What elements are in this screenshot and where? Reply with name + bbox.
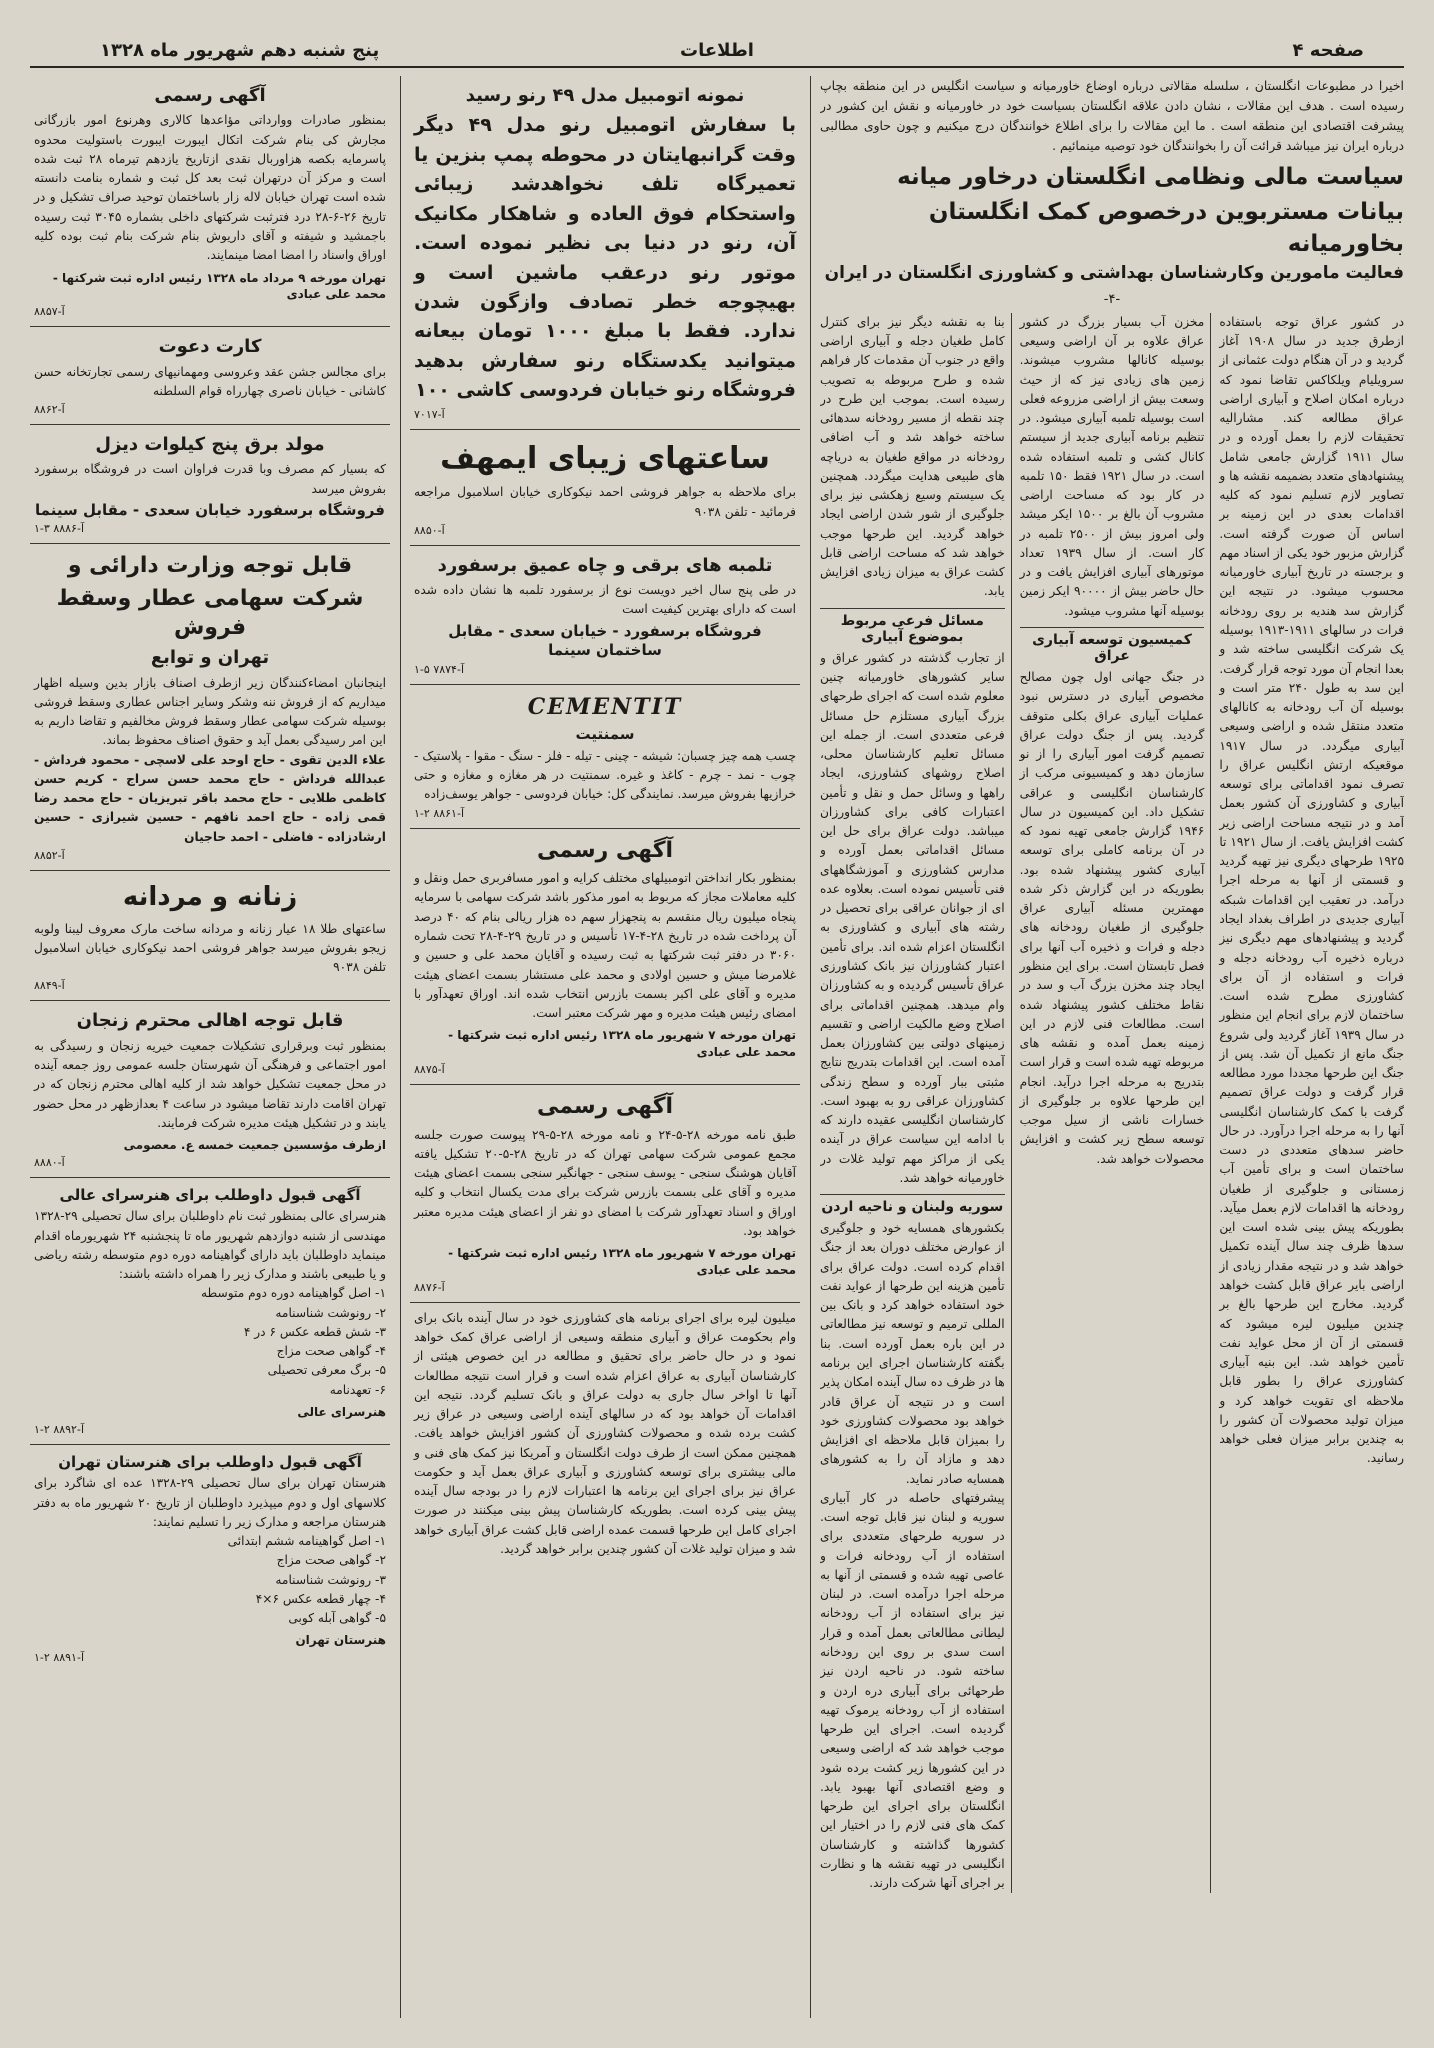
ad-code: آ-۸۸۷۵ — [414, 1062, 445, 1076]
ad-title: زنانه و مردانه — [122, 882, 298, 913]
article-text: از تجارب گذشته در کشور عراق و سایر کشورهای خاورمیانه چنین معلوم شده است که اجرای طرحهای بزرگ آبیاری مستلزم حل مسائل فرعی متعددی است. از جمله این مسائل تعلیم کارشناسان محلی، اصلاح روشهای کشاورزی، ایجاد راهها و وسائل حمل و نقل و تأمین اعتبارات کافی برای کشاورزان میباشد. دولت عراق برای حل این مسائل اقداماتی بعمل آورده و مدارس کشاورزی و آموزشگاههای فنی تأسیس نموده است. بعلاوه عده ای از جوانان عراقی برای تحصیل در رشته های آبیاری و کشاورزی به انگلستان اعزام شده اند. برای تأمین اعتبار کشاورزان نیز بانک کشاورزی عراق تأسیس گردیده و به کشاورزان وام میدهد. همچنین اقداماتی برای اصلاح وضع مالکیت اراضی و تقسیم زمینهای دولتی بین کشاورزان بعمل آمده است. این اقدامات بتدریج نتایج مثبتی ببار آورده و سطح زندگی کشاورزان عراقی رو به بهبود است. کارشناسان انگلیسی عقیده دارند که با ادامه این سیاست عراق در آینده یکی از مراکز مهم تولید غلات در خاورمیانه خواهد شد. — [820, 650, 1005, 1185]
list-item: ۲- گواهی صحت مزاج — [276, 1553, 386, 1568]
ad-zanjan-notice — [30, 1001, 390, 1178]
article-continuation — [410, 1303, 800, 1567]
ad-title: آگهی رسمی — [154, 85, 266, 106]
article-text: بنا به نقشه دیگر نیز برای کنترل کامل طغیان دجله و آبیاری اراضی واقع در جنوب آن مقدمات کار فراهم شده و طرح مربوطه به تصویب رسیده است. بموجب این طرح در چند نقطه از مسیر رودخانه سدهائی ساخته خواهد شد و آب اضافی رودخانه در مواقع طغیان به دریاچه های طبیعی هدایت میگردد. همچنین یک سیستم وسیع زهکشی نیز برای جلوگیری از شور شدن اراضی ایجاد خواهد گردید. این طرحها موجب خواهد شد که مساحت اراضی قابل کشت عراق به میزان زیادی افزایش یابد. — [820, 314, 1005, 599]
ad-official-notice-1 — [30, 76, 390, 327]
list-item: ۴- چهار قطعه عکس ۶×۴ — [255, 1591, 386, 1606]
article-part-number: -۴- — [1103, 291, 1121, 307]
ad-title: آگهی رسمی — [536, 1093, 674, 1119]
column-divider — [400, 76, 401, 2018]
ad-code: آ-۷۸۷۴ ۵-۱ — [414, 662, 464, 676]
ad-text: برای مجالس جشن عقد وعروسی ومهمانیهای رسمی تجارتخانه حسن کاشانی - خیابان ناصری چهارراه قوام السلطنه — [34, 364, 386, 398]
list-item: ۳- شش قطعه عکس ۶ در ۴ — [243, 1324, 386, 1339]
ad-signature: تهران مورخه ۹ مرداد ماه ۱۳۲۸ رئیس اداره ثبت شرکتها - محمد علی عبادی — [52, 270, 386, 302]
ad-title-line1: قابل توجه وزارت دارائی و — [67, 553, 353, 579]
ad-title: کارت دعوت — [158, 336, 262, 358]
ad-signature: هنرستان تهران — [295, 1633, 386, 1648]
ad-code: آ-۸۸۴۹ — [34, 979, 65, 993]
ad-attention-finance-ministry — [30, 544, 390, 871]
ad-code: آ-۸۸۹۱ ۲-۱ — [34, 1651, 84, 1665]
ad-text: هنرستان تهران برای سال تحصیلی ۲۹-۱۳۲۸ عده ای شاگرد برای کلاسهای اول و دوم میپذیرد داوطلبان از تاریخ ۲۰ شهریور ماه به دفتر هنرستان مراجعه و مدارک زیر را تسلیم نمایند: — [34, 1476, 386, 1529]
header-newspaper-name: اطلاعات — [680, 40, 754, 61]
ad-higher-technical-school — [30, 1178, 390, 1445]
ad-text: بمنظور صادرات ووارداتی مؤاعدها کالاری وهرنوع امور بازرگانی مجارش کی بنام شرکت اتکال ایبورت ایبورت باستولیت محدوه پاسرمایه بکصه هزاوربال نقدی ازتاریخ یازدهم تیرماه ۲۸ ثبت شده است و مرکز آن درتهران ثبت بعد کل ثبت و شماره بنامت دانسته شده است تهران خیابان لاله زار باساختمان توحید صراف تشکیل و در تاریخ ۲۶-۶-۲۸ درد فترثبت شرکتهای داخلی بشماره ۳۰۴۵ ثبت رسیده باجمشید و شیفته و آقای داریوش بنام شرکت بنام ثبت بوده کلیه اوراق واسناد را امضا امضا مینمایند. — [34, 113, 387, 263]
ad-code: آ-۸۸۵۲ — [34, 849, 65, 863]
ad-title: آگهی قبول داوطلب برای هنرسرای عالی — [59, 1185, 361, 1204]
list-item: ۴- گواهی صحت مزاج — [276, 1344, 386, 1359]
ad-tehran-technical-school — [30, 1445, 390, 1672]
ad-code: آ-۸۸۹۲ ۲-۱ — [34, 1422, 84, 1436]
article-column-3 — [820, 313, 1012, 1894]
article-column-2 — [1020, 313, 1212, 1894]
ad-code: آ-۸۸۵۷ — [34, 305, 65, 319]
list-item: ۱- اصل گواهینامه دوره دوم متوسطه — [200, 1286, 386, 1301]
ad-signature: تهران مورخه ۷ شهریور ماه ۱۳۲۸ رئیس اداره ثبت شرکتها - محمد علی عبادی — [448, 1246, 796, 1277]
article-text: مخزن آب بسیار بزرگ در کشور عراق علاوه بر آن اراضی وسیعی بوسیله کانالها مشروب میشوند. زمین های زیادی نیز که از حیث وسعت بیش از اراضی مزروعه فعلی است بوسیله تلمبه آبیاری میشود. در تنظیم برنامه آبیاری جدید از سیستم کانال کشی و تلمبه استفاده شده است. در سال ۱۹۲۱ فقط ۱۵۰ تلمبه در کار بود که مساحت اراضی مشروب آن بالغ بر ۱۵۰۰ ایکر میشد ولی امروز بیش از ۲۵۰۰ تلمبه در کار است. از سال ۱۹۳۹ تعداد موتورهای آبیاری افزایش یافت و در حال حاضر بیش از ۹۰۰۰۰ ایکر زمین بوسیله آنها مشروب میشود. — [1019, 314, 1205, 618]
ad-watches — [30, 871, 390, 1001]
ad-text: طبق نامه مورخه ۲۸-۵-۲۴ و نامه مورخه ۲۸-۵-۲۹ پیوست صورت جلسه مجمع عمومی شرکت سهامی تهران که در تاریخ ۲۸-۵-۲۰ تشکیل یافته آقایان هوشنگ سنجی - یوسف سنجی - جهانگیر سنجی بسمت اعضای هیئت مدیره و آقای علی بسمت بازرس شرکت برای مدت یکسال انتخاب و کلیه اوراق و اسناد تعهدآور شرکت با امضای دو نفر از اعضای هیئت مدیره معتبر خواهد بود. — [414, 1127, 796, 1238]
article-text: در جنگ جهانی اول چون مصالح مخصوص آبیاری در دسترس نبود عملیات آبیاری عراق بکلی متوقف گردید. پس از جنگ دولت عراق تصمیم گرفت امور آبیاری را از نو سازمان دهد و کمیسیونی مرکب از کارشناسان انگلیسی و عراقی تشکیل داد. این کمیسیون در سال ۱۹۴۶ گزارش جامعی تهیه نمود که در آن برنامه کاملی برای توسعه آبیاری کشور پیشنهاد شده بود. بطوریکه در این گزارش ذکر شده مهمترین مسئله آبیاری عراق جلوگیری از طغیان رودخانه های دجله و فرات و ذخیره آب آنها برای فصل تابستان است. برای این منظور ایجاد چند مخزن بزرگ آب و سد در نقاط مختلف کشور پیشنهاد شده است. مطالعات فنی لازم در این زمینه بعمل آمده و نقشه های مربوطه تهیه شده است و قرار است بتدریج به مرحله اجرا درآید. انجام این طرحها علاوه بر جلوگیری از خسارات ناشی از سیل موجب توسعه سطح زیر کشت و افزایش محصولات خواهد شد. — [1019, 669, 1205, 1166]
ad-title: ساعتهای زیبای ایمهف — [440, 440, 770, 476]
ad-text: چسب همه چیز چسبان: شیشه - چینی - تیله - فلز - سنگ - مقوا - پلاستیک - چوب - نمد - چرم - کاغذ و غیره. سمنتیت در هر مغازه و مغازه و حتی خرازیها بفروش میرسد. نمایندگی کل: خیابان فردوسی - جواهر یوسف‌زاده — [414, 748, 796, 802]
ad-code: آ-۸۸۸۰ — [34, 1155, 65, 1169]
article-column-1 — [1219, 313, 1404, 1894]
article-headline: سیاست مالی ونظامی انگلستان درخاور میانه — [897, 164, 1404, 191]
ad-brand-persian: سمنتیت — [575, 725, 635, 744]
ad-text: برای ملاحظه به جواهر فروشی احمد نیکوکاری خیابان اسلامبول مراجعه فرمائید - تلفن ۹۰۳۸ — [414, 485, 796, 519]
ads-column-middle — [410, 76, 800, 2018]
list-item: ۵- برگ معرفی تحصیلی — [267, 1363, 386, 1378]
ad-text: در طی پنج سال اخیر دویست نوع از برسفورد تلمبه ها نشان داده شده است که دارای بهترین کیفیت است — [414, 583, 796, 617]
ad-diesel-generator — [30, 425, 390, 544]
article-text: بکشورهای همسایه خود و جلوگیری از عوارض مختلف دوران بعد از جنگ اقدام کرده است. دولت عراق برای تأمین هزینه این طرحها از عواید نفت خود استفاده خواهد کرد و بانک بین المللی ترمیم و توسعه نیز مطالعاتی در این باره بعمل آورده است. بنا بگفته کارشناسان اجرای این برنامه ها در ظرف ده سال آینده امکان پذیر است و در نتیجه آن عراق قادر خواهد بود محصولات کشاورزی خود را بمیزان قابل ملاحظه ای افزایش دهد و مازاد آن را به کشورهای همسایه صادر نماید. — [820, 1221, 1005, 1486]
ad-brand-latin: CEMENTIT — [527, 693, 683, 720]
ad-official-notice-2 — [410, 829, 800, 1085]
list-item: ۲- رونوشت شناسنامه — [275, 1305, 386, 1320]
ad-code: آ-۸۸۷۶ — [414, 1280, 445, 1294]
ads-column-left — [30, 76, 390, 2018]
ad-title-line3: تهران و توابع — [150, 647, 270, 669]
ad-code: آ-۸۸۶۲ — [34, 403, 65, 417]
ad-text: اینجانبان امضاءکنندگان زیر ازطرف اصناف بازار بدین وسیله اظهار میداریم که از فروش ننه وشکر وسایر اجناس عطاری وسقط فروشی بوسیله شرکت سهامی عطار وسقط فروش مخالفیم و تقاضا داریم به این امر رسیدگی بعمل آید و حقوق اصناف محفوظ بماند. — [34, 675, 386, 748]
ad-requirements-list — [34, 1532, 386, 1628]
article-headline-2: بیانات مستربوین درخصوص کمک انگلستان بخاورمیانه — [928, 198, 1404, 257]
ad-store: فروشگاه برسفورد - خیابان سعدی - مقابل ساختمان سینما — [448, 621, 762, 660]
article-subheading: سوریه ولبنان و ناحیه اردن — [820, 1194, 1005, 1215]
ad-title: تلمبه های برقی و چاه عمیق برسفورد — [437, 554, 773, 576]
page-header — [30, 36, 1404, 68]
ad-title: آگهی رسمی — [536, 837, 674, 863]
ad-title: مولد برق پنج کیلوات دیزل — [95, 434, 325, 456]
ad-beresford-pumps — [410, 546, 800, 685]
continuation-text: میلیون لیره برای اجرای برنامه های کشاورزی خود در سال آینده بانک برای وام بحکومت عراق و آبیاری منطقه وسیعی از اراضی عراق کمک خواهد نمود و در حال حاضر برای تحقیق و مطالعه در این خصوص هیئتی از کارشناسان آبیاری به عراق اعزام شده است و قرار است نتیجه مطالعات آنها تا اواخر سال جاری به دولت عراق و بانک تسلیم گردد. نتیجه این اقدامات آن خواهد بود که در سالهای آینده اراضی وسیعی در عراق زیر کشت برده شده و محصولات کشاورزی آن کشور افزایش خواهد یافت. همچنین ممکن است از طرف دولت انگلستان و آمریکا نیز کمک های فنی و مالی بیشتری برای توسعه کشاورزی و آبیاری عراق بعمل آید و حکومت عراق نیز برای اجرای این برنامه ها اعتبارات لازم را در بودجه سال آینده پیش بینی کرده است. بطوریکه کارشناسان پیش بینی میکنند در صورت اجرای کامل این طرحها قسمت عمده اراضی قابل کشت عراق آبیاری خواهد شد و میزان تولید غلات آن کشور چندین برابر خواهد گردید. — [414, 1310, 796, 1556]
article-intro: اخیرا در مطبوعات انگلستان ، سلسله مقالاتی درباره اوضاع خاورمیانه و سیاست انگلیس در این منطقه بچاپ رسیده است . هدف این مقالات ، نشان دادن علاقه انگلستان بسیاست خود در خاورمیانه و نقش این کشور در پیشرفت اقتصادی این منطقه است . ما این مقالات را برای اطلاع خوانندگان درج میکنیم و چون حاوی مطالبی درباره ایران نیز میباشد قرائت آن را بخوانندگان خود توصیه مینمائیم . — [820, 78, 1404, 153]
ad-text: بمنظور بکار انداختن اتومبیلهای مختلف کرایه و امور مسافربری حمل ونقل و کلیه معاملات مجاز که مربوط به امور مذکور باشد شرکت سهامی با سرمایه پنجاه میلیون ریال منقسم به پنجهزار سهم ده هزار ریالی بنام که ۴۰ درصد آن پرداخت شده در تاریخ ۲۸-۴-۱۷ تأسیس و در تاریخ ۲۹-۴-۲۸ تحت شماره ۳۰۶۰ در دفتر ثبت شرکتها به ثبت رسیده و آقایان محمد علی و حسین و غلامرضا میش و حسین اولادی و محمد علی مستشار بسمت اعضای هیئت مدیره و آقای علی اکبر بسمت بازرس انتخاب شده اند. اوراق تعهدآور با امضای رئیس هیئت مدیره و مهر شرکت معتبر است. — [414, 871, 796, 1021]
ad-official-notice-3 — [410, 1085, 800, 1303]
ad-requirements-list — [34, 1284, 386, 1400]
article-subtitle: فعالیت مامورین وکارشناسان بهداشتی و کشاورزی انگلستان در ایران — [824, 262, 1404, 283]
ad-title: قابل توجه اهالی محترم زنجان — [76, 1010, 344, 1032]
ad-code: آ-۷۰۱۷ — [414, 407, 445, 421]
ad-text: بمنظور ثبت وبرقراری تشکیلات جمعیت خیریه زنجان و رسیدگی به امور اجتماعی و فرهنگی آن شهرستان جلسه عمومی روز جمعه آینده در محل جمعیت تشکیل خواهد شد از کلیه اهالی محترم زنجان که در تهران اقامت دارند تقاضا میشود در ساعت ۴ بعدازظهر در محل حضور یابند و در تشکیل هیئت مدیره شرکت فرمایند. — [34, 1038, 387, 1130]
ad-signature: ازطرف مؤسسین جمعیت خمسه ع. معصومی — [123, 1138, 386, 1153]
list-item: ۳- رونوشت شناسنامه — [275, 1572, 386, 1587]
ad-text: با سفارش اتومبیل رنو مدل ۴۹ دیگر وقت گرانبهایتان در محوطه پمپ بنزین یا تعمیرگاه تلف نخواهدشد زیبائی واستحکام فوق العاده و شاهکار مکانیک آن، رنو در دنیا بی نظیر نموده است. موتور رنو درعقب ماشین است و بهیچوجه خطر تصادف وازگون شدن ندارد. فقط با مبلغ ۱۰۰۰ تومان بیعانه میتوانید یکدستگاه رنو سفارش بدهید فروشگاه رنو خیابان فردوسی کاشی ۱۰۰ — [414, 114, 796, 402]
list-item: ۵- گواهی آبله کوبی — [288, 1611, 386, 1626]
column-divider — [810, 76, 811, 2018]
ad-signature: هنرسرای عالی — [297, 1404, 386, 1419]
ad-text: ساعتهای طلا ۱۸ عیار زنانه و مردانه ساخت مارک معروف لیبنا ولوبه زیجو بفروش میرسد جواهر فروشی احمد نیکوکاری خیابان اسلامبول تلفن ۹۰۳۸ — [34, 921, 386, 975]
ad-cementit-glue — [410, 685, 800, 829]
article-subheading: کمیسیون توسعه آبیاری عراق — [1020, 627, 1205, 664]
list-item: ۱- اصل گواهینامه ششم ابتدائی — [227, 1534, 386, 1549]
ad-title: آگهی قبول داوطلب برای هنرستان تهران — [58, 1452, 362, 1471]
header-page-number: صفحه ۴ — [1292, 40, 1364, 61]
ad-code: آ-۸۸۸۶ ۳-۱ — [34, 522, 84, 536]
ad-signatory-names: علاء الدین تقوی - حاج اوحد علی لاسچی - محمود فرداش - عبدالله فرداش - حاج محمد حسن سراج - کریم حسن کاظمی طلایی - حاج محمد باقر تبریزیان - حاج محمد رضا قمی زاده - حاج احمد نافهم - حسین شیرازی - حسین ارشادزاده - فاضلی - احمد حاجیان — [34, 752, 386, 844]
ad-signature: تهران مورخه ۷ شهریور ماه ۱۳۲۸ رئیس اداره ثبت شرکتها - محمد علی عبادی — [448, 1028, 796, 1060]
ad-invitation-card — [30, 327, 390, 425]
ad-code: آ-۸۸۶۱ ۲-۱ — [414, 806, 464, 820]
article-subheading: مسائل فرعی مربوط بموضوع آبیاری — [820, 608, 1005, 645]
ad-title: نمونه اتومبیل مدل ۴۹ رنو رسید — [465, 85, 745, 106]
article-columns — [820, 313, 1404, 1894]
header-date: پنج شنبه دهم شهریور ماه ۱۳۲۸ — [100, 40, 380, 61]
ad-code: آ-۸۸۵۰ — [414, 523, 445, 537]
ad-text: که بسیار کم مصرف وبا قدرت فراوان است در فروشگاه برسفورد بفروش میرسد — [34, 462, 386, 496]
main-article — [820, 76, 1404, 2018]
article-text: پیشرفتهای حاصله در کار آبیاری سوریه و لبنان نیز قابل توجه است. در سوریه طرحهای متعددی برای استفاده از آب رودخانه فرات و عاصی تهیه شده و قسمتی از آنها به مرحله اجرا درآمده است. در لبنان نیز برای استفاده از آب رودخانه لیطانی مطالعاتی بعمل آمده و قرار است سدی بر روی این رودخانه ساخته شود. در ناحیه اردن نیز طرحهائی برای آبیاری دره اردن و استفاده از آب رودخانه یرموک تهیه گردیده است. اجرای این طرحها موجب خواهد شد که اراضی وسیعی در این کشورها زیر کشت برده شود و وضع اقتصادی آنها بهبود یابد. انگلستان برای اجرای این طرحها کمک های فنی لازم را در اختیار این کشورها گذاشته و کارشناسان انگلیسی در تهیه نقشه ها و نظارت بر اجرای آنها شرکت دارند. — [820, 1490, 1005, 1891]
list-item: ۶- تعهدنامه — [329, 1382, 386, 1397]
ad-imhof-watches — [410, 430, 800, 546]
ad-title-line2: شرکت سهامی عطار وسقط فروش — [56, 586, 364, 640]
article-text: در کشور عراق توجه باستفاده ازطرق جدید در سال ۱۹۰۸ آغاز گردید و در آن هنگام دولت عثمانی از سرویلیام ویلکاکس تقاضا نمود که درباره امکان اصلاح و آبیاری اراضی عراق مطالعه کند. مشارالیه تحقیقات لازم را بعمل آورده و در سال ۱۹۱۱ گزارش جامعی شامل پیشنهادهای متعدد بضمیمه نقشه ها و تصاویر لازم تسلیم نمود که کلیه اقدامات بعدی در این زمینه بر اساس آن صورت گرفته است. گزارش مزبور خود یکی از اسناد مهم و برجسته در تاریخ آبیاری خاورمیانه محسوب میشود. در نتیجه این گزارش سد هندیه بر روی رودخانه فرات در سالهای ۱۹۱۱-۱۹۱۳ بوسیله یک شرکت انگلیسی ساخته شد و بعدا انجام آن مورد توجه قرار گرفت. این سد به طول ۲۴۰ متر است و بوسیله آن آب رودخانه به کانالهای متعدد منتقل شده و اراضی وسیعی آبیاری میگردد. در سال ۱۹۱۷ موقعیکه ارتش انگلیس عراق را تصرف نمود اقداماتی برای توسعه آبیاری و کشاورزی آن کشور بعمل آمد و در نتیجه مساحت اراضی زیر کشت افزایش یافت. از سال ۱۹۲۱ تا ۱۹۲۵ طرحهای دیگری نیز تهیه گردید و قسمتی از آنها به مرحله اجرا درآمد. در تعقیب این اقدامات شبکه آبیاری جدیدی در اطراف بغداد ایجاد گردید و پیشنهادهای مهم دیگری نیز درباره ذخیره آب رودخانه دجله و فرات و استفاده از آن برای کشاورزی مطرح شده است. ساختمان لازم برای انجام این منظور در سال ۱۹۳۹ آغاز گردید ولی شروع جنگ مانع از تکمیل آن شد. پس از جنگ این طرحها مجددا مورد مطالعه قرار گرفت و دولت عراق تصمیم گرفت با کمک کارشناسان انگلیسی آنها را به مرحله اجرا درآورد. در حال حاضر سدهای متعددی در دست ساختمان است و برای تأمین آب زمستانی و جلوگیری از طغیان رودخانه ها اقدامات لازم بعمل میآید. بطوریکه پیش بینی شده است این سدها ظرف چند سال آینده تکمیل خواهد شد و در نتیجه مقدار زیادی از اراضی بایر عراق قابل کشت خواهد گردید. مخارج این طرحها بالغ بر چندین میلیون لیره میشود که قسمتی از آن از محل عواید نفت تأمین خواهد شد. این بنیه آبیاری کشاورزی عراق را بطور قابل ملاحظه ای تقویت خواهد کرد و میزان تولید محصولات آن کشور را به چندین برابر میزان فعلی خواهد رسانید. — [1219, 314, 1404, 1466]
ad-store: فروشگاه برسفورد خیابان سعدی - مقابل سینما — [35, 500, 385, 519]
ad-text: هنرسرای عالی بمنظور ثبت نام داوطلبان برای سال تحصیلی ۲۹-۱۳۲۸ مهندسی از شنبه دوازدهم شهریور ماه تا پنجشنبه ۲۴ شهریورماه اقدام مینماید داوطلبان باید دارای گواهینامه دوره دوم متوسطه رشته ریاضی و یا طبیعی باشند و مدارک زیر را همراه داشته باشند: — [34, 1209, 386, 1282]
ad-renault-car — [410, 76, 800, 430]
